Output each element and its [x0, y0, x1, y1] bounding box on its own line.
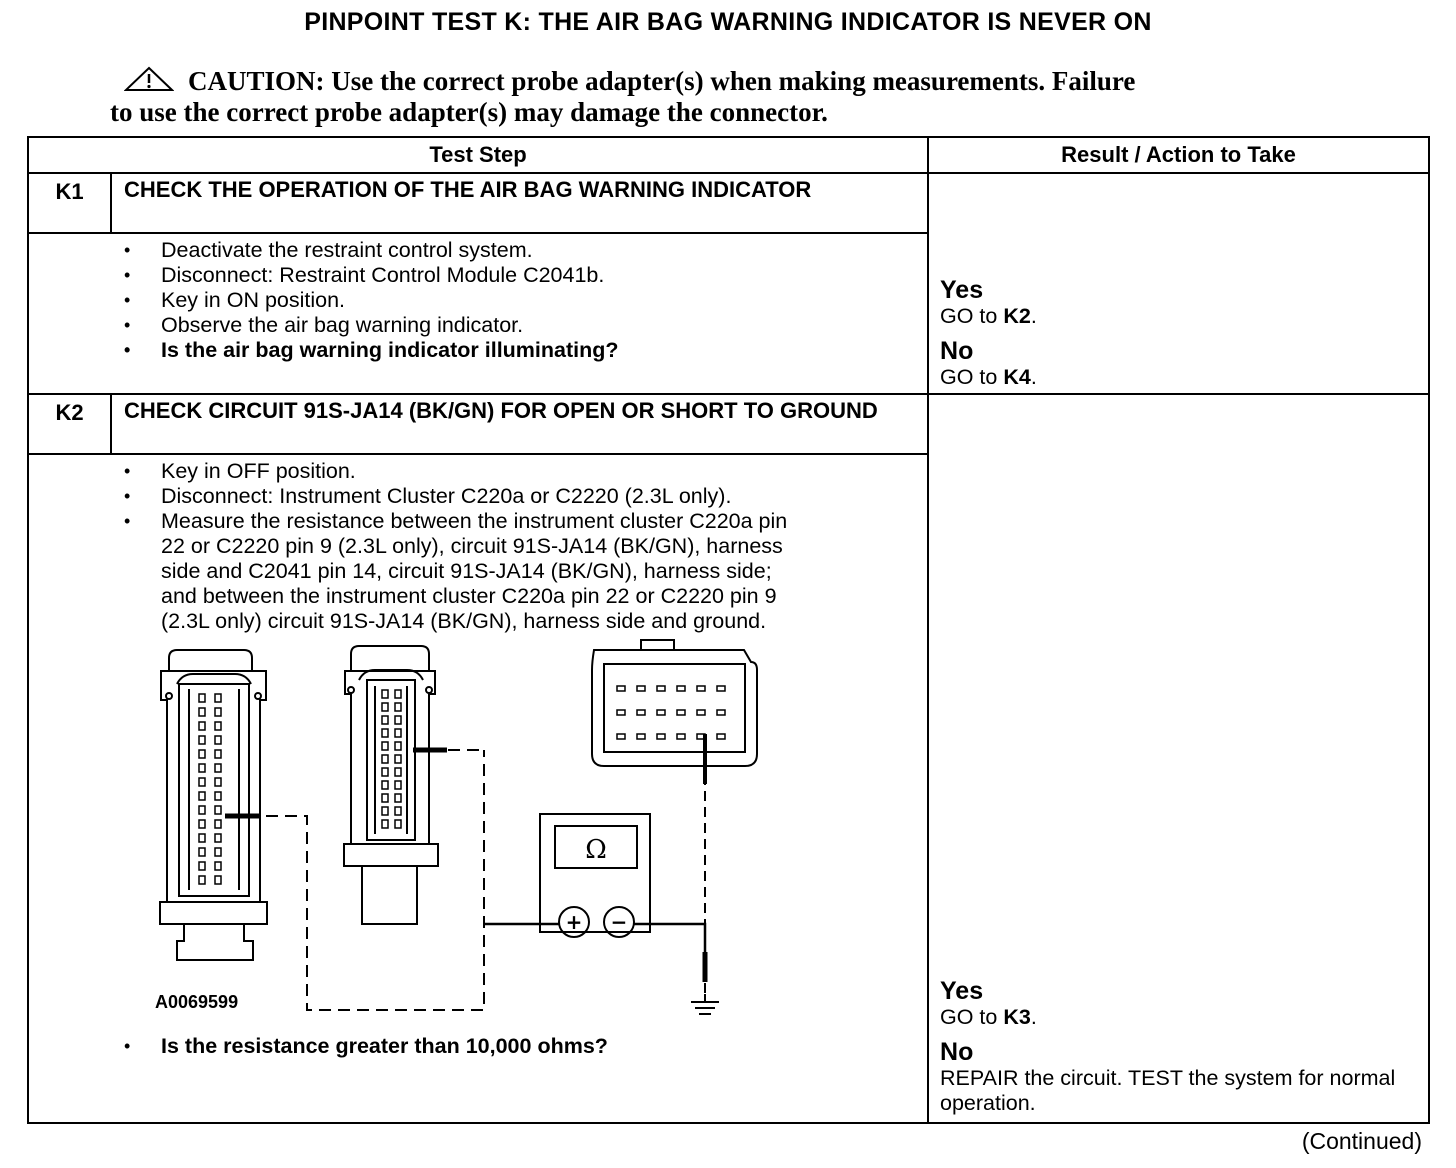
restraint-control-module-connector	[344, 646, 438, 924]
connector-pin	[717, 710, 725, 715]
k1-no-text: GO to	[940, 365, 1004, 389]
list-item: • Disconnect: Instrument Cluster C220a or C2220 (2.3L only).	[29, 484, 789, 509]
caution-line-2: to use the correct probe adapter(s) may damage the connector.	[110, 97, 828, 127]
connector-pin	[395, 690, 401, 698]
connector-pin	[382, 807, 388, 815]
connector-pin	[637, 734, 645, 739]
connector-pin	[395, 820, 401, 828]
connector-pin	[395, 742, 401, 750]
connector-pin	[395, 768, 401, 776]
k2-question: • Is the resistance greater than 10,000 ohms?	[29, 1034, 917, 1059]
connector-pin	[215, 834, 221, 842]
connector-pin	[199, 708, 205, 716]
connector-pin	[382, 794, 388, 802]
col-result: Result / Action to Take	[928, 137, 1429, 173]
k2-result	[928, 394, 1429, 1123]
k1-step-id: K1	[28, 173, 111, 233]
connector-pin	[395, 781, 401, 789]
connector-pin	[382, 703, 388, 711]
connector-pin	[637, 686, 645, 691]
connector-pin	[697, 710, 705, 715]
meter-ohm-symbol: Ω	[585, 835, 607, 865]
warning-triangle-icon	[124, 66, 174, 92]
k1-yes-label: Yes	[940, 276, 984, 304]
col-test-step: Test Step	[28, 137, 928, 173]
connector-pin	[395, 716, 401, 724]
k1-heading-row	[28, 173, 1429, 233]
connector-pin	[199, 750, 205, 758]
connector-pin	[657, 710, 665, 715]
connector-pin	[382, 690, 388, 698]
connector-pin	[677, 734, 685, 739]
k1-heading: CHECK THE OPERATION OF THE AIR BAG WARNING INDICATOR	[111, 173, 928, 233]
connector-pin	[657, 686, 665, 691]
list-item: • Deactivate the restraint control system.	[29, 238, 917, 263]
connector-pin	[215, 792, 221, 800]
meter-plus-terminal: +	[565, 910, 583, 934]
connector-diagram-svg	[29, 634, 789, 1034]
connector-pin	[199, 876, 205, 884]
connector-pin	[382, 768, 388, 776]
ground-symbol-icon	[691, 994, 719, 1014]
connector-pin	[199, 820, 205, 828]
k2-steps	[28, 454, 928, 1123]
connector-pin	[215, 848, 221, 856]
connector-pin	[215, 778, 221, 786]
list-item: • Observe the air bag warning indicator.	[29, 313, 917, 338]
caution-note	[110, 66, 1350, 128]
connector-pin	[382, 729, 388, 737]
connector-pin	[199, 806, 205, 814]
connector-pin	[617, 686, 625, 691]
connector-pin	[382, 742, 388, 750]
c2220-connector	[592, 640, 757, 766]
connector-pin	[199, 694, 205, 702]
connector-pin	[395, 703, 401, 711]
k1-steps	[28, 233, 928, 394]
connector-pin	[677, 686, 685, 691]
connector-pin	[199, 722, 205, 730]
connector-pin	[215, 876, 221, 884]
list-item: • Measure the resistance between the instrument cluster C220a pin 22 or C2220 pin 9 (2.3L only), circuit 91S-JA14 (BK/GN), harness side and C2041 pin 14, circuit 91S-JA14 (BK/GN), harness side; and between the instrument cluster C220a pin 22 or C2220 pin 9 (2.3L only) circuit 91S-JA14 (BK/GN), harness side and ground.	[29, 509, 789, 634]
connector-pin	[215, 736, 221, 744]
connector-c-pins	[617, 686, 725, 739]
connector-pin	[382, 820, 388, 828]
figure-id: A0069599	[155, 992, 239, 1012]
connector-pin	[382, 755, 388, 763]
connector-pin	[395, 755, 401, 763]
connector-pin	[617, 734, 625, 739]
connector-pin	[382, 716, 388, 724]
connector-pin	[637, 710, 645, 715]
list-item: • Key in OFF position.	[29, 459, 789, 484]
connector-pin	[395, 794, 401, 802]
connector-pin	[215, 820, 221, 828]
k2-step-id: K2	[28, 394, 111, 454]
k2-yes-label: Yes	[940, 977, 984, 1005]
k2-yes-text: GO to	[940, 1005, 1004, 1029]
k2-result-no	[940, 1038, 1420, 1116]
connector-pin	[677, 710, 685, 715]
connector-pin	[395, 807, 401, 815]
connector-pin	[717, 734, 725, 739]
connector-pin	[199, 834, 205, 842]
connector-pin	[215, 806, 221, 814]
k2-heading: CHECK CIRCUIT 91S-JA14 (BK/GN) FOR OPEN OR SHORT TO GROUND	[111, 394, 928, 454]
table-header-row	[28, 137, 1429, 173]
k2-result-yes: Yes GO to K3.	[940, 977, 1037, 1029]
k1-yes-target[interactable]: K2	[1003, 304, 1031, 328]
instrument-cluster-connector	[160, 650, 267, 960]
dashed-probe-lead	[247, 750, 484, 1010]
connector-b-pins	[382, 690, 401, 828]
connector-pin	[199, 848, 205, 856]
connector-a-pins	[199, 694, 221, 884]
connector-pin	[617, 710, 625, 715]
connector-pin	[697, 686, 705, 691]
list-item: • Key in ON position.	[29, 288, 917, 313]
k1-yes-text: GO to	[940, 304, 1004, 328]
ohmmeter	[540, 814, 650, 937]
k2-yes-target[interactable]: K3	[1003, 1005, 1031, 1029]
connector-pin	[215, 764, 221, 772]
k2-no-text: REPAIR the circuit. TEST the system for normal operation.	[940, 1066, 1396, 1115]
continued-label: (Continued)	[1301, 1128, 1422, 1154]
connector-pin	[199, 778, 205, 786]
k1-result-yes: Yes GO to K2.	[940, 276, 1037, 328]
connector-pin	[717, 686, 725, 691]
meter-minus-terminal: −	[610, 910, 628, 934]
resistance-measurement-diagram	[29, 634, 917, 1034]
k2-no-label: No	[940, 1038, 974, 1066]
connector-pin	[215, 694, 221, 702]
connector-pin	[199, 764, 205, 772]
connector-pin	[199, 736, 205, 744]
caution-line-1: CAUTION: Use the correct probe adapter(s) when making measurements. Failure	[188, 66, 1136, 96]
connector-pin	[215, 862, 221, 870]
connector-pin	[215, 722, 221, 730]
k1-question: • Is the air bag warning indicator illuminating?	[29, 338, 917, 363]
connector-pin	[199, 792, 205, 800]
pinpoint-test-table	[27, 136, 1430, 1124]
k2-heading-row	[28, 394, 1429, 454]
k1-result	[928, 173, 1429, 394]
page-title: PINPOINT TEST K: THE AIR BAG WARNING INDICATOR IS NEVER ON	[304, 8, 1152, 36]
k1-no-label: No	[940, 337, 974, 365]
k1-result-no: No GO to K4.	[940, 337, 1037, 389]
connector-pin	[199, 862, 205, 870]
connector-pin	[657, 734, 665, 739]
connector-pin	[395, 729, 401, 737]
list-item: • Disconnect: Restraint Control Module C2041b.	[29, 263, 917, 288]
k1-no-target[interactable]: K4	[1003, 365, 1031, 389]
connector-pin	[215, 750, 221, 758]
connector-pin	[215, 708, 221, 716]
connector-pin	[382, 781, 388, 789]
